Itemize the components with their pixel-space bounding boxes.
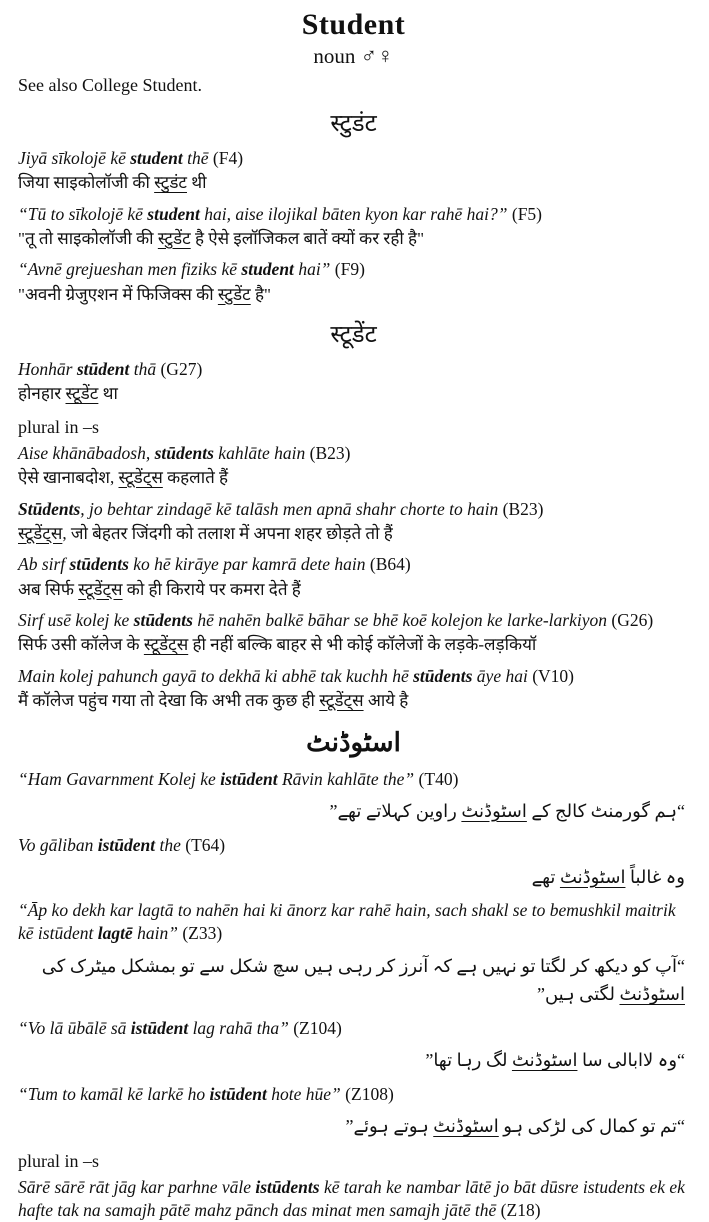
- citation-ref: (V10): [532, 665, 574, 686]
- see-also-note: See also College Student.: [18, 75, 202, 95]
- plural-note: plural in –s: [18, 416, 99, 437]
- entry: [18, 258, 689, 307]
- pos-label: noun: [313, 44, 356, 68]
- roman-text: “Āp ko dekh kar lagtā to nahēn hai ki ānorz kar rahē hain, sach shakl se to bemushkil maitrik kē istūdent lagtē hain”: [18, 900, 676, 944]
- citation-ref: (B23): [309, 442, 351, 463]
- hindi-line: मैं कॉलेज पहुंच गया तो देखा कि अभी तक कुछ ही स्टूडेंट्स आये है: [18, 690, 409, 710]
- roman-line: [18, 258, 689, 281]
- roman-line: [18, 442, 689, 465]
- citation-ref: (G27): [160, 359, 203, 380]
- citation-ref: (T40): [418, 768, 459, 789]
- plural-note: plural in –s: [18, 1150, 99, 1171]
- entry: [18, 147, 689, 196]
- roman-line: [18, 665, 689, 688]
- entry: [18, 358, 689, 407]
- entry: [18, 1176, 689, 1222]
- hindi-line: सिर्फ उसी कॉलेज के स्टूडेंट्स ही नहीं बल्कि बाहर से भी कोई कॉलेजों के लड़के-लड़कियॉ: [18, 635, 537, 655]
- entry: [18, 1017, 689, 1075]
- urdu-line: وہ غالباً اسٹوڈنٹ تھے: [531, 866, 685, 887]
- entry: [18, 609, 689, 658]
- roman-text: “Tū to sīkolojē kē student hai, aise ilojikal bāten kyon kar rahē hai?”: [18, 203, 508, 224]
- roman-line: [18, 553, 689, 576]
- roman-line: [18, 1083, 689, 1106]
- citation-ref: (T64): [185, 834, 226, 855]
- entry: [18, 899, 689, 1009]
- entry: [18, 498, 689, 547]
- entry: [18, 1083, 689, 1141]
- section2-heading: स्टूडेंट: [330, 322, 377, 349]
- roman-text: “Ham Gavarnment Kolej ke istūdent Rāvin kahlāte the”: [18, 768, 415, 789]
- citation-ref: (B64): [369, 554, 411, 575]
- citation-ref: (B23): [502, 498, 544, 519]
- entry: [18, 553, 689, 602]
- urdu-line: “آپ کو دیکھ کر لگتا تو نہیں ہے کہ آنرز کر رہی ہیں سچ شکل سے تو بمشکل میٹرک کی اسٹوڈنٹ لگتی ہیں”: [41, 955, 685, 1005]
- entry: [18, 203, 689, 252]
- roman-text: Sārē sārē rāt jāg kar parhne vāle istūdents kē tarah ke nambar lātē jo bāt dūsre istudents ek ek hafte tak na samajh pātē mahz pānch das minat men samajh jātē thē: [18, 1176, 685, 1221]
- roman-text: “Avnē grejueshan men fiziks kē student hai”: [18, 259, 331, 280]
- roman-text: Sirf usē kolej ke stūdents hē nahēn balkē bāhar se bhē koē kolejon ke larke-larkiyon: [18, 610, 608, 631]
- roman-line: [18, 498, 689, 521]
- citation-ref: (F9): [334, 259, 365, 280]
- section1-heading: स्टुडंट: [330, 111, 377, 137]
- page-title: Student: [301, 8, 406, 41]
- section3-heading: اسٹوڈنٹ: [306, 727, 401, 757]
- citation-ref: (Z18): [500, 1200, 541, 1221]
- roman-line: [18, 609, 689, 632]
- citation-ref: (Z104): [293, 1018, 342, 1039]
- roman-text: Ab sirf stūdents ko hē kirāye par kamrā dete hain: [18, 554, 366, 575]
- hindi-line: होनहार स्टूडेंट था: [18, 384, 118, 404]
- citation-ref: (F5): [511, 203, 543, 224]
- hindi-line: "तू तो साइकोलॉजी की स्टुडेंट है ऐसे इलॉजिकल बातें क्यों कर रही है": [18, 228, 425, 248]
- roman-line: [18, 1176, 689, 1222]
- urdu-line: “وہ لاابالی سا اسٹوڈنٹ لگ رہا تھا”: [425, 1050, 685, 1071]
- hindi-line: "अवनी ग्रेजुएशन में फिजिक्स की स्टुडेंट है": [18, 284, 271, 304]
- citation-ref: (F4): [212, 148, 244, 168]
- citation-ref: (Z108): [345, 1084, 394, 1105]
- roman-line: [18, 358, 689, 381]
- roman-line: [18, 203, 689, 226]
- roman-line: [18, 768, 689, 791]
- roman-text: Jiyā sīkolojē kē student thē: [18, 148, 209, 168]
- urdu-line: “تم تو کمال کی لڑکی ہو اسٹوڈنٹ ہوتے ہوئے”: [345, 1116, 685, 1137]
- entry: [18, 834, 689, 892]
- entry: [18, 442, 689, 491]
- roman-text: Aise khānābadosh, stūdents kahlāte hain: [18, 442, 306, 463]
- hindi-line: अब सिर्फ स्टूडेंट्स को ही किराये पर कमरा देते हैं: [18, 579, 301, 599]
- roman-text: Honhār stūdent thā: [18, 359, 157, 380]
- part-of-speech-line: [18, 43, 689, 69]
- roman-text: Vo gāliban istūdent the: [18, 834, 181, 855]
- gender-icons: ♂♀: [360, 43, 394, 68]
- roman-text: “Tum to kamāl kē larkē ho istūdent hote hūe”: [18, 1084, 341, 1105]
- hindi-line: ऐसे खानाबदोश, स्टूडेंट्स कहलाते हैं: [18, 468, 229, 488]
- citation-ref: (G26): [611, 610, 654, 631]
- roman-text: Main kolej pahunch gayā to dekhā ki abhē tak kuchh hē stūdents āye hai: [18, 665, 528, 686]
- roman-line: [18, 1017, 689, 1040]
- hindi-line: जिया साइकोलॉजी की स्टुडंट थी: [18, 173, 207, 193]
- hindi-line: स्टूडेंट्स, जो बेहतर जिंदगी को तलाश में अपना शहर छोड़ते तो हैं: [18, 523, 393, 543]
- roman-line: [18, 834, 689, 857]
- entry: [18, 768, 689, 826]
- roman-text: Stūdents, jo behtar zindagē kē talāsh men apnā shahr chorte to hain: [18, 498, 499, 519]
- roman-text: “Vo lā ūbālē sā istūdent lag rahā tha”: [18, 1018, 289, 1039]
- roman-line: [18, 899, 689, 945]
- citation-ref: (Z33): [182, 923, 223, 944]
- urdu-line: “ہم گورمنٹ کالج کے اسٹوڈنٹ راوین کہلاتے تھے”: [329, 800, 685, 821]
- entry: [18, 665, 689, 714]
- roman-line: [18, 147, 689, 170]
